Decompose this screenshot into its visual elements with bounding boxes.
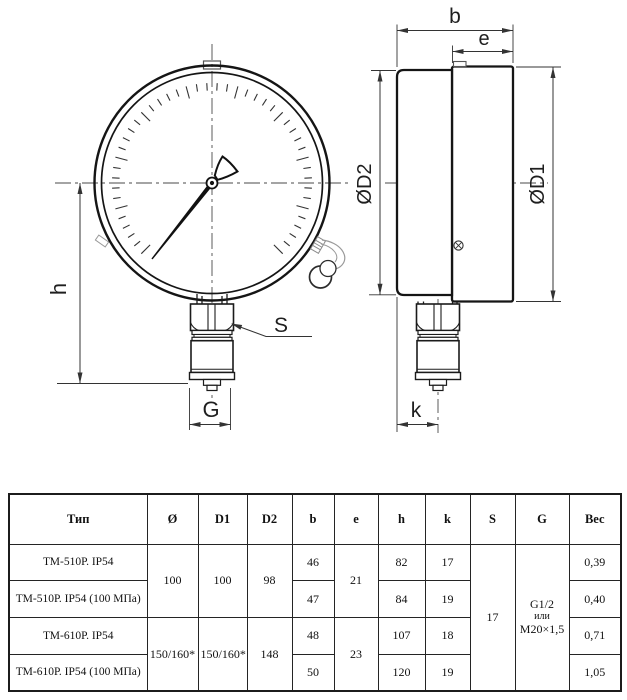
dimension-b — [397, 25, 513, 68]
cell-k: 18 — [425, 618, 470, 655]
dimension-g-label: G — [202, 397, 220, 422]
cell-h: 84 — [378, 581, 425, 618]
cell-e: 23 — [334, 618, 378, 692]
front-stem — [190, 304, 235, 391]
dimension-h-label: h — [46, 282, 71, 296]
cell-d1: 100 — [198, 544, 247, 618]
cell-b: 46 — [292, 544, 334, 581]
cell-g — [515, 544, 569, 691]
cell-d2: 98 — [247, 544, 292, 618]
cell-b: 48 — [292, 618, 334, 655]
col-header-d1: D1 — [198, 494, 247, 544]
g-thread-option-2: M20×1,5 — [519, 621, 565, 636]
needle-counterweight — [215, 157, 238, 180]
spec-table — [8, 493, 622, 692]
dimension-h — [57, 183, 188, 384]
dimension-e-label: e — [478, 28, 490, 50]
g-or-text: или — [534, 611, 550, 622]
cell-diameter: 150/160* — [147, 618, 198, 692]
col-header-diameter: Ø — [147, 494, 198, 544]
cell-e: 21 — [334, 544, 378, 618]
col-header-b: b — [292, 494, 334, 544]
cell-h: 120 — [378, 654, 425, 691]
col-header-e: e — [334, 494, 378, 544]
table-row — [9, 544, 621, 581]
cell-h: 82 — [378, 544, 425, 581]
side-bezel — [452, 67, 513, 302]
col-header-d2: D2 — [247, 494, 292, 544]
cell-k: 19 — [425, 654, 470, 691]
dimension-s-label: S — [273, 314, 289, 337]
col-header-weight: Вес — [569, 494, 621, 544]
dimension-b-label: b — [449, 5, 461, 28]
cell-type: ТМ-510Р. IP54 (100 МПа) — [9, 581, 147, 618]
cell-k: 17 — [425, 544, 470, 581]
dimension-d1-label: ØD1 — [527, 163, 549, 205]
cell-b: 47 — [292, 581, 334, 618]
cell-k: 19 — [425, 581, 470, 618]
cell-type: ТМ-510Р. IP54 — [9, 544, 147, 581]
cell-h: 107 — [378, 618, 425, 655]
col-header-g: G — [515, 494, 569, 544]
table-header-row — [9, 494, 621, 544]
needle-hub-dot — [210, 181, 214, 185]
gauge-side-view — [354, 5, 561, 433]
dimension-s-leader — [231, 324, 312, 337]
valve-cap-wire-inner — [321, 244, 337, 262]
cell-b: 50 — [292, 654, 334, 691]
cell-type: ТМ-610Р. IP54 (100 МПа) — [9, 654, 147, 691]
side-top-tab — [454, 62, 467, 67]
col-header-h: h — [378, 494, 425, 544]
case-screw — [454, 241, 463, 250]
col-header-k: k — [425, 494, 470, 544]
cell-s: 17 — [470, 544, 515, 691]
cell-weight: 0,71 — [569, 618, 621, 655]
g-thread-option-1: G1/2 — [530, 597, 554, 612]
cell-d1: 150/160* — [198, 618, 247, 692]
side-stem — [416, 304, 461, 391]
col-header-s: S — [470, 494, 515, 544]
dimension-k-label: k — [410, 399, 422, 422]
side-case — [397, 70, 452, 295]
needle — [151, 182, 213, 260]
cell-weight: 0,40 — [569, 581, 621, 618]
cell-type: ТМ-610Р. IP54 — [9, 618, 147, 655]
cell-d2: 148 — [247, 618, 292, 692]
cell-weight: 0,39 — [569, 544, 621, 581]
valve-cap-top — [320, 261, 336, 277]
gauge-front-view — [46, 44, 348, 430]
cell-diameter: 100 — [147, 544, 198, 618]
cell-weight: 1,05 — [569, 654, 621, 691]
dimension-d2-label: ØD2 — [354, 163, 376, 205]
col-header-type: Тип — [9, 494, 147, 544]
